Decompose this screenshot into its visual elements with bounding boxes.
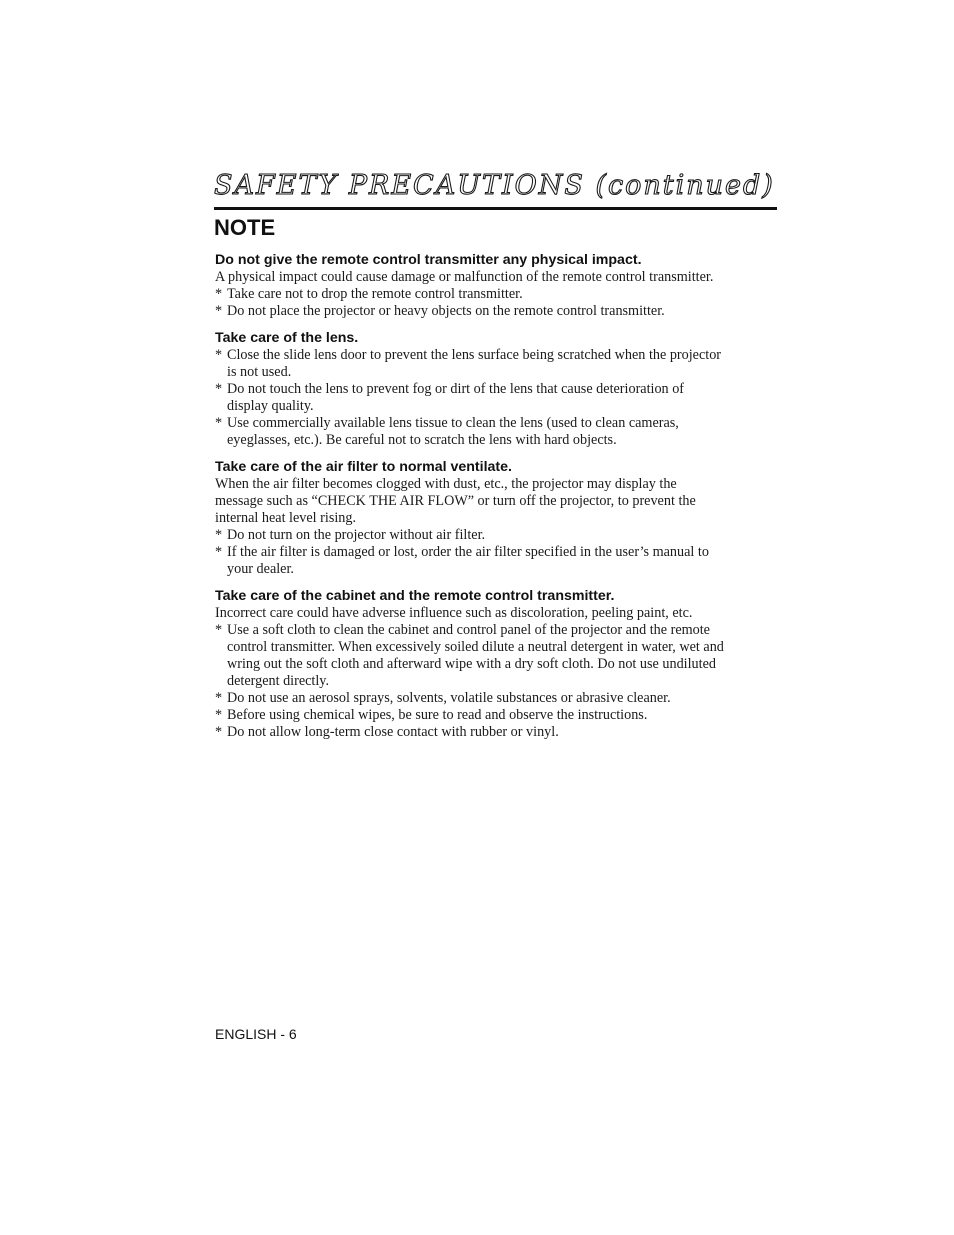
- list-item: [215, 544, 727, 578]
- bullet-asterisk: *: [215, 707, 223, 723]
- title-divider: [214, 207, 777, 210]
- bullet-asterisk: *: [215, 286, 223, 302]
- bullet-text: Use commercially available lens tissue to clean the lens (used to clean cameras, eyeglasses, etc.). Be careful not to scratch the lens with hard objects.: [227, 415, 679, 448]
- section-heading: Take care of the lens.: [215, 330, 359, 346]
- list-item: [215, 527, 727, 544]
- bullet-asterisk: *: [215, 622, 223, 638]
- bullet-text: If the air filter is damaged or lost, order the air filter specified in the user’s manual to your dealer.: [227, 544, 709, 577]
- section-lens-care: [215, 329, 727, 449]
- bullet-text: Before using chemical wipes, be sure to read and observe the instructions.: [227, 707, 648, 723]
- section-intro: Incorrect care could have adverse influence such as discoloration, peeling paint, etc.: [215, 605, 693, 621]
- bullet-text: Do not place the projector or heavy objects on the remote control transmitter.: [227, 303, 665, 319]
- bullet-asterisk: *: [215, 690, 223, 706]
- section-air-filter: [215, 458, 727, 578]
- list-item: [215, 286, 727, 303]
- note-content: [215, 251, 727, 741]
- bullet-asterisk: *: [215, 381, 223, 397]
- bullet-text: Do not touch the lens to prevent fog or dirt of the lens that cause deterioration of display quality.: [227, 381, 685, 414]
- list-item: [215, 347, 727, 381]
- list-item: [215, 707, 727, 724]
- section-remote-impact: [215, 251, 727, 320]
- section-heading: Take care of the cabinet and the remote control transmitter.: [215, 588, 615, 604]
- list-item: [215, 415, 727, 449]
- section-heading: Take care of the air filter to normal ventilate.: [215, 459, 512, 475]
- bullet-text: Use a soft cloth to clean the cabinet and control panel of the projector and the remote control transmitter. When excessively soiled dilute a neutral detergent in water, wet and wring out the soft cloth and afterward wipe with a dry soft cloth. Do not use undiluted detergent directly.: [227, 622, 724, 689]
- list-item: [215, 622, 727, 690]
- bullet-asterisk: *: [215, 347, 223, 363]
- list-item: [215, 690, 727, 707]
- bullet-asterisk: *: [215, 527, 223, 543]
- bullet-text: Do not turn on the projector without air filter.: [227, 527, 486, 543]
- section-heading: Do not give the remote control transmitter any physical impact.: [215, 252, 642, 268]
- bullet-list: [215, 622, 727, 741]
- page-number: ENGLISH - 6: [215, 1026, 297, 1042]
- section-intro: When the air filter becomes clogged with dust, etc., the projector may display the message such as “CHECK THE AIR FLOW” or turn off the projector, to prevent the internal heat level rising.: [215, 476, 696, 526]
- bullet-asterisk: *: [215, 724, 223, 740]
- page-title: SAFETY PRECAUTIONS (continued): [214, 170, 775, 201]
- list-item: [215, 381, 727, 415]
- bullet-text: Do not use an aerosol sprays, solvents, volatile substances or abrasive cleaner.: [227, 690, 671, 706]
- list-item: [215, 724, 727, 741]
- bullet-asterisk: *: [215, 303, 223, 319]
- list-item: [215, 303, 727, 320]
- bullet-text: Do not allow long-term close contact with rubber or vinyl.: [227, 724, 559, 740]
- note-heading: NOTE: [214, 215, 276, 240]
- bullet-text: Take care not to drop the remote control transmitter.: [227, 286, 523, 302]
- bullet-list: [215, 527, 727, 578]
- bullet-list: [215, 347, 727, 449]
- bullet-asterisk: *: [215, 544, 223, 560]
- bullet-asterisk: *: [215, 415, 223, 431]
- section-intro: A physical impact could cause damage or malfunction of the remote control transmitter.: [215, 269, 714, 285]
- bullet-text: Close the slide lens door to prevent the lens surface being scratched when the projector is not used.: [227, 347, 722, 380]
- bullet-list: [215, 286, 727, 320]
- section-cabinet-care: [215, 587, 727, 741]
